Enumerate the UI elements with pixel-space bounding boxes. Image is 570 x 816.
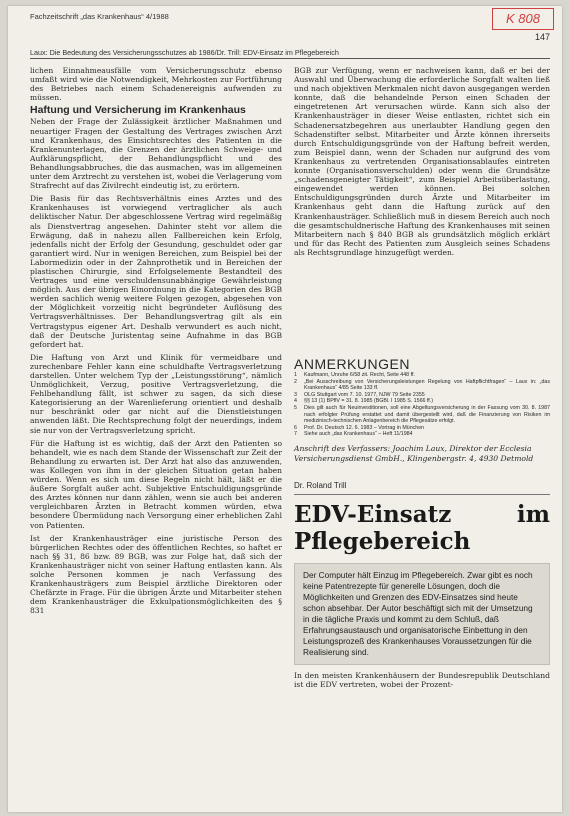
paragraph: Die Haftung von Arzt und Klinik für vermeidbare und zurechenbare Fehler kann eine schuldhafte Vertragsverletzung darstellen. Unter welchem Typ der „Leistungsstörung“, nämlich Unmöglichkeit, Verzug, positive Vertragsverletzung, die Fehlbehandlung fällt, ist schwer zu sagen, da sich diese Kategorisierung an der Warenlieferung orientiert und deshalb nur beschränkt oder gar nicht auf die Dienstleistungen anwenden läßt. Die Rechtsprechung folgt der neuerdings, indem sie nur von der Vertragsverletzung spricht. [30,352,282,435]
left-column [30,66,282,796]
note-item: 3 OLG Stuttgart vom 7. 10. 1977, NJW 79 Seite 2355 [294,391,425,398]
archive-stamp: K 808 [492,8,554,30]
author-address: Anschrift des Verfassers: Joachim Laux, Direktor der Ecclesia Versicherungsdienst GmbH., Klingenbergstr. 4, 4930 Detmold [294,444,534,463]
paragraph: In den meisten Krankenhäusern der Bundesrepublik Deutschland ist die EDV vertreten, wobei der Prozent- [294,671,550,690]
notes-heading: ANMERKUNGEN [294,356,410,372]
header-rule [30,58,550,59]
paragraph: lichen Einnahmeausfälle vom Versicherungsschutz ebenso umfaßt wird wie die Notwendigkeit, Mehrkosten zur Fortführung des Betriebes nach einem Schadenereignis aufwenden zu müssen. [30,66,282,103]
note-item: 7 Siehe auch „das Krankenhaus“ – Heft 11/1984 [294,431,413,438]
right-column [294,66,550,689]
note-item: 5 Dies gilt auch für Neuinvestitionen, soll eine Abgeltungsversicherung in der Fassung vom 30. 8. 1987 nach erfolgter Prüfung erstattet und damit übergestellt wird, daß die Finanzierung von Risiken im medizinisch-technischen Anlagenbereich die Pflegesätze erfolgt. [294,405,550,425]
paragraph: Neben der Frage der Zulässigkeit ärztlicher Maßnahmen und neuartiger Fragen der Gestaltung des Vertrages zwischen Arzt und Krankenhaus, des Einsichtsrechtes des Patienten in die Krankenunterlagen, die Grenzen der ärztlichen Schweige- und Aufklärungspflicht, der Behandlungspflicht und des Behandlungsabbruches, die das ausmachen, was im allgemeinen unter dem Arztrecht zu verstehen ist, wobei die Verlagerung vom Strafrecht auf das Zivilrecht eindeutig ist, zu erörtern. [30,117,282,191]
notes-list [294,372,550,438]
paragraph: Für die Haftung ist es wichtig, daß der Arzt den Patienten so behandelt, wie es nach dem Stande der Wissenschaft zur Zeit der Behandlung zu erwarten ist. Der Arzt hat also das anzuwenden, was Kollegen von ihm in der gleichen Situation getan haben würden. Wenn es sich um diese Regeln nicht hält, läßt er die äußere Sorgfalt außer acht. Subjektive Entschuldigungsgründe des Arztes können nur dann zählen, wenn sie auch bei anderen vergleichbaren Ärzten in Betracht kommen würden, etwa besondere Übermüdung nach Versorgung einer erheblichen Zahl von Patienten. [30,438,282,530]
article-author: Dr. Roland Trill [294,481,347,491]
note-item: 6 Prof. Dr. Deutsch 12. 6. 1983 – Vortrag in München [294,424,425,431]
section-heading: Haftung und Versicherung im Krankenhaus [30,104,246,117]
note-item: 1 Kaufmann, Unruhe 6/58 zit. Recht, Seite 448 ff. [294,372,415,379]
article-headline: EDV-Einsatz im Pflegebereich [294,501,550,556]
note-item: 4 §§ 13 (1) BPflV = 31. 8. 1985 (BGBl. I 1985 S. 1566 ff.) [294,398,434,405]
divider [294,494,550,495]
running-title: Laux: Die Bedeutung des Versicherungsschutzes ab 1986/Dr. Trill: EDV-Einsatz im Pflegebereich [30,48,339,57]
page-number: 147 [534,32,550,42]
article-lead: Der Computer hält Einzug im Pflegebereich. Zwar gibt es noch keine Patentrezepte für generelle Lösungen, doch die Möglichkeiten und Grenzen des EDV-Einsatzes sind heute schon absehbar. Der Autor beschäftigt sich mit der Umsetzung in die tägliche Praxis und kommt zu dem Schluß, daß Erfahrungsaustausch und organisatorische Einbettung in den Leistungsprozeß des Krankenhauses Voraussetzungen für die Realisierung sind. [294,563,550,665]
document-page [8,6,562,812]
paragraph: Die Basis für das Rechtsverhältnis eines Arztes und des Krankenhauses ist vorwiegend vertraglicher als auch deliktischer Natur. Der abgeschlossene Vertrag wird regelmäßig als Dienstvertrag angesehen. Dahinter steht vor allem die Erwägung, daß in nahezu allen Fallbereichen kein Erfolg, jedenfalls nicht der Erfolg der Gesundung, geschuldet oder gar garantiert wird. Nur in wenigen Bereichen, zum Beispiel bei der Labormedizin oder in der Zahnprothetik und in Bereichen der plastischen Chirurgie, sind Erfolgselemente Bestandteil des Vertrages und eine verschuldensunabhängige Gewährleistung möglich. Aus der übrigen Einordnung in die Kategorien des BGB werden sachlich wenig weitere Folgen gezogen, abgesehen von der Möglichkeit vorzeitig nicht begründeter Auflösung des Vertragsverhältnisses. Der Behandlungsvertrag gilt als ein Vertragstypus eigener Art. Deshalb verwundert es auch nicht, daß der Deutsche Juristentag seine Aufnahme in das BGB gefordert hat. [30,194,282,349]
note-item: 2 „Bei Ausschreibung von Versicherungsleistungen Regelung von Haftpflichtfragen“ – Laux in: „das Krankenhaus“ 4/85 Seite 133 ff. [294,378,550,392]
journal-header: Fachzeitschrift „das Krankenhaus“ 4/1988 [30,12,169,21]
paragraph: BGB zur Verfügung, wenn er nachweisen kann, daß er bei der Auswahl und Überwachung die erforderliche Sorgfalt walten ließ und nach objektiven Merkmalen nicht davon ausgegangen werden konnte, daß die behandelnde Person einen Schaden der eingetretenen Art verursachen würde. Kann sich also der Krankenhausträger in dieser Weise entlasten, richtet sich ein Schadenersatzbegehren aus unerlaubter Handlung gegen den Schadenstifter selbst. Mitarbeiter und Ärzte können ihrerseits durch Entschuldigungsgründe von der Haftung befreit werden, zum Beispiel dann, wenn der Schaden nur aufgrund des vom Krankenhaus zu vertretenden Organisationsablaufes eintreten konnte (Organisationsverschulden) oder wenn die Grundsätze „schadensgeneigter Tätigkeit“, zum Beispiel Arbeitsüberlastung, eingewendet werden können. Bei solchen Entschuldigungsgründen durch Ärzte und Mitarbeiter im Krankenhaus geht dann die Haftung zurück auf den Krankenhausträger. Schließlich muß in diesem Bereich auch noch die gesamtschuldnerische Haftung des Krankenhauses mit seinen Mitarbeitern nach § 840 BGB als grundsätzlich möglich erklärt und für das Recht des Patienten zum Ausgleich seines Schadens als Rechtsgrundlage hinzugefügt werden. [294,66,550,257]
right-body [294,66,550,356]
paragraph: Ist der Krankenhausträger eine juristische Person des bürgerlichen Rechtes oder des öffentlichen Rechtes, so haftet er nach §§ 31, 86 bzw. 89 BGB, was zur Folge hat, daß sich der Krankenhausträger nicht von seiner Haftung entlasten kann. Als solche Personen kommen je nach Verfassung des Krankenhausträgers zum Beispiel ärztliche Direktoren oder Chefärzte in Frage. Für die übrigen Ärzte und Mitarbeiter stehen dem Krankenhausträger die Exkulpationsmöglichkeiten des § 831 [30,533,282,616]
